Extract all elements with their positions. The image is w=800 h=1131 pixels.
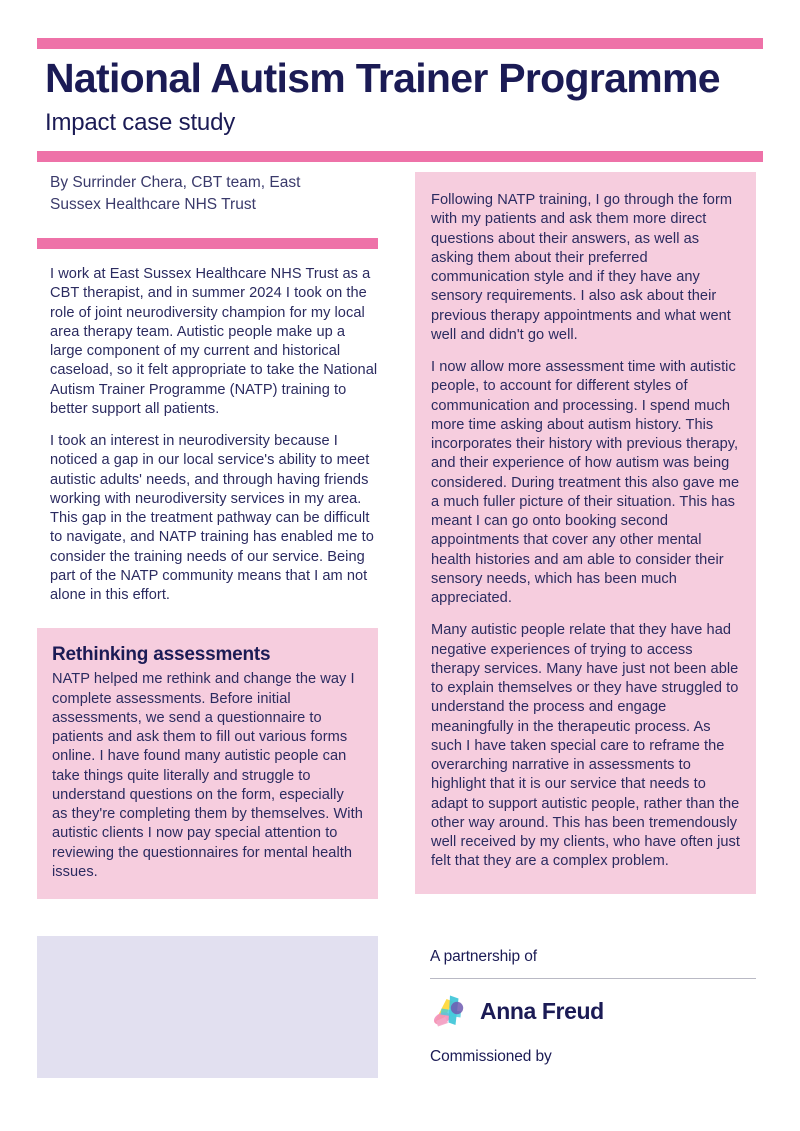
right-column (415, 172, 756, 894)
partnership-label: A partnership of (430, 948, 537, 965)
paragraph: Following NATP training, I go through the form with my patients and ask them more direct questions about their answers, as well as asking them about their preferred communication style and if they have any sensory requirements. I also ask about their previous therapy appointments and what went well and didn't go well. (431, 192, 733, 343)
masthead-rule-top (37, 38, 763, 49)
paragraph: I work at East Sussex Healthcare NHS Trust as a CBT therapist, and in summer 2024 I took on the role of joint neurodiversity champion for my local area therapy team. Autistic people make up a large component of my current and historical caseload, so it felt appropriate to take the National Autism Trainer Programme (NATP) training to better support all patients. (50, 266, 378, 417)
masthead (37, 38, 763, 162)
paragraph: Many autistic people relate that they have had negative experiences of trying to access therapy services. Many have just not been able to explain themselves or they have struggled to understand the process and engage meaningfully in the therapeutic process. As such I have taken special care to reframe the overarching narrative in assessments to highlight that it is our service that needs to adapt to support autistic people, rather than the other way around. This has been tremendously well received by my clients, who have often just felt that they are a complex problem. (431, 622, 741, 870)
title-block (37, 49, 763, 142)
paragraph: I now allow more assessment time with autistic people, to account for different styles of communication and processing. I spend much more time asking about autism history. This incorporates their history with previous therapy, and their experience of how autism was being considered. During treatment this also gave me a much fuller picture of their situation. This has meant I can go onto booking second appointments that cover any other mental health histories and am able to consider their sensory needs, which has been much appreciated. (431, 359, 740, 606)
left-column (37, 172, 378, 899)
partner-logo-row (430, 991, 756, 1031)
image-placeholder-block (37, 936, 378, 1078)
footer-divider (430, 978, 756, 979)
byline-divider (37, 238, 378, 249)
paragraph: I took an interest in neurodiversity because I noticed a gap in our local service's ability to meet autistic adults' needs, and through having friends working with neurodiversity services in my area. This gap in the treatment pathway can be difficult to navigate, and NATP training has enabled me to consider the training needs of our service. Being part of the NATP community means that I am not alone in this effort. (50, 433, 374, 603)
anna-freud-logo-icon (430, 991, 470, 1031)
intro-paragraphs (50, 265, 378, 605)
partner-name: Anna Freud (480, 997, 604, 1024)
page-title: National Autism Trainer Programme (45, 55, 720, 101)
panel-heading: Rethinking assessments (52, 644, 271, 666)
masthead-rule-bottom (37, 151, 763, 162)
panel-body: NATP helped me rethink and change the way I complete assessments. Before initial assessments, we send a questionnaire to patients and ask them to fill out various forms online. I have found many autistic people can take things quite literally and struggle to understand questions on the form, especially as they're completing them by themselves. With autistic clients I now pay special attention to reviewing the questionnaires for mental health issues. (52, 671, 363, 880)
commissioned-label: Commissioned by (430, 1048, 552, 1065)
rethinking-assessments-panel (37, 628, 378, 899)
footer-partnership (430, 948, 756, 1066)
byline: By Surrinder Chera, CBT team, East Sussex Healthcare NHS Trust (50, 174, 301, 213)
right-testimonial-panel (415, 172, 756, 894)
page-subtitle: Impact case study (45, 108, 236, 136)
